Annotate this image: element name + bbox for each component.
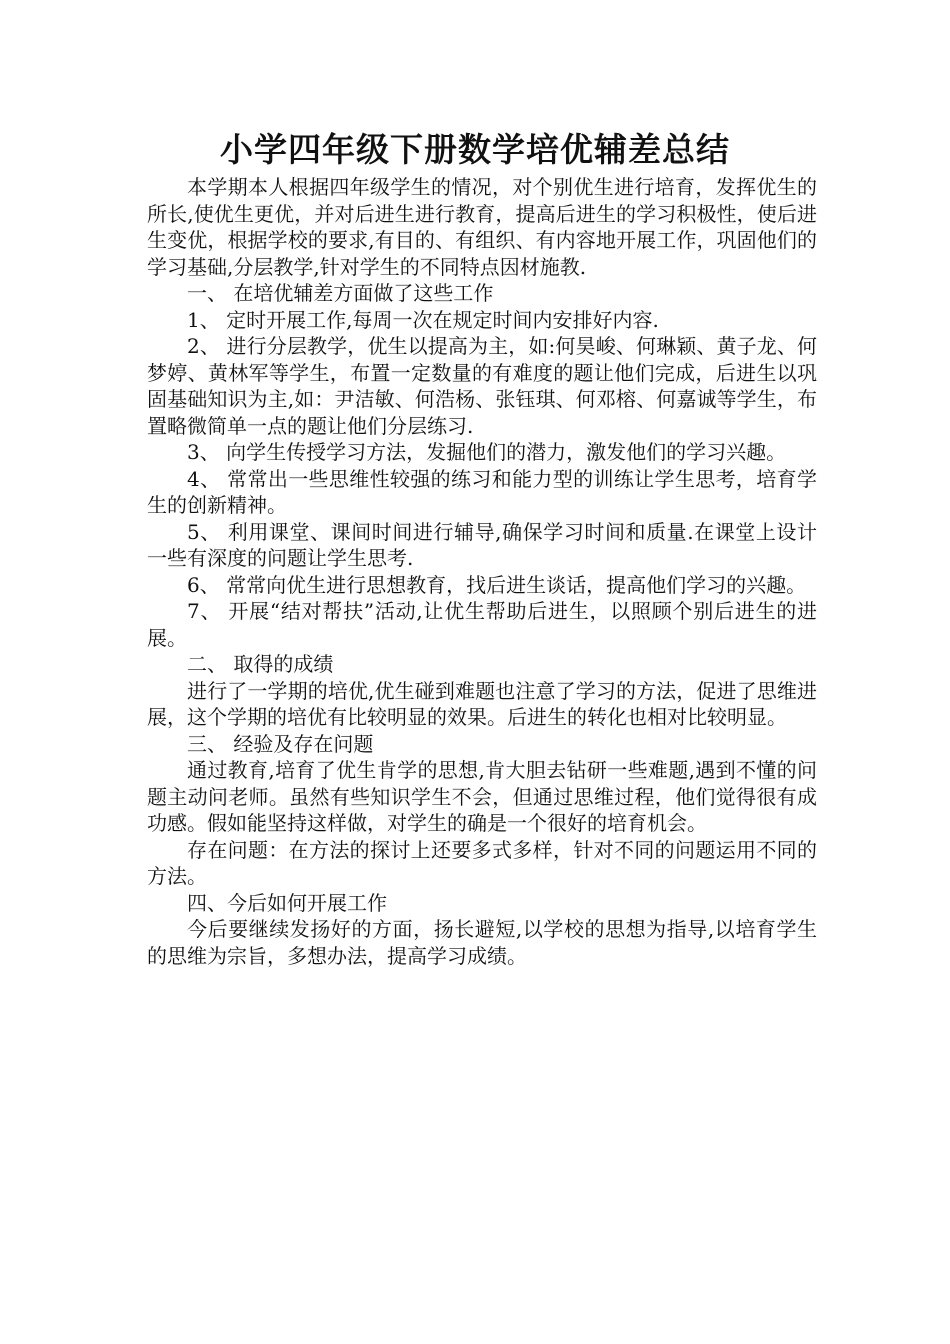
paragraph-problems: 存在问题：在方法的探讨上还要多式多样，针对不同的问题运用不同的方法。 bbox=[147, 837, 817, 888]
section-heading-4: 四、今后如何开展工作 bbox=[187, 890, 387, 915]
list-item-4: 4、 常常出一些思维性较强的练习和能力型的训练让学生思考，培育学生的创新精神。 bbox=[147, 466, 817, 517]
document-title: 小学四年级下册数学培优辅差总结 bbox=[220, 130, 730, 169]
list-item-2: 2、 进行分层教学，优生以提高为主，如:何昊峻、何琳颖、黄子龙、何梦婷、黄林军等学生，布置一定数量的有难度的题让他们完成，后进生以巩固基础知识为主,如：尹洁敏、何浩杨、张钰琪、何邓榕、何嘉诚等学生，布置略微简单一点的题让他们分层练习. bbox=[147, 334, 817, 438]
section-heading-3: 三、 经验及存在问题 bbox=[187, 731, 374, 756]
list-item-6: 6、 常常向优生进行思想教育，找后进生谈话，提高他们学习的兴趣。 bbox=[187, 572, 807, 597]
list-item-7: 7、 开展“结对帮扶”活动,让优生帮助后进生，以照顾个别后进生的进展。 bbox=[147, 599, 817, 650]
paragraph-experience: 通过教育,培育了优生肯学的思想,肯大胆去钻研一些难题,遇到不懂的问题主动问老师。虽然有些知识学生不会，但通过思维过程，他们觉得很有成功感。假如能坚持这样做，对学生的确是一个很好的培育机会。 bbox=[147, 758, 817, 835]
list-item-5: 5、 利用课堂、课间时间进行辅导,确保学习时间和质量.在课堂上设计一些有深度的问题让学生思考. bbox=[147, 519, 817, 570]
list-item-3: 3、 向学生传授学习方法，发掘他们的潜力，激发他们的学习兴趣。 bbox=[187, 440, 787, 464]
paragraph-future: 今后要继续发扬好的方面，扬长避短,以学校的思想为指导,以培育学生的思维为宗旨，多想办法，提高学习成绩。 bbox=[147, 917, 817, 968]
paragraph-intro: 本学期本人根据四年级学生的情况，对个别优生进行培育，发挥优生的所长,使优生更优，并对后进生进行教育，提高后进生的学习积极性，使后进生变优，根据学校的要求,有目的、有组织、有内容地开展工作，巩固他们的学习基础,分层教学,针对学生的不同特点因材施教. bbox=[147, 175, 817, 279]
document-body bbox=[147, 174, 817, 969]
paragraph-results: 进行了一学期的培优,优生碰到难题也注意了学习的方法，促进了思维进展，这个学期的培优有比较明显的效果。后进生的转化也相对比较明显。 bbox=[147, 678, 817, 729]
section-heading-1: 一、 在培优辅差方面做了这些工作 bbox=[187, 281, 494, 305]
section-heading-2: 二、 取得的成绩 bbox=[187, 652, 334, 676]
list-item-1: 1、 定时开展工作,每周一次在规定时间内安排好内容. bbox=[187, 307, 659, 332]
